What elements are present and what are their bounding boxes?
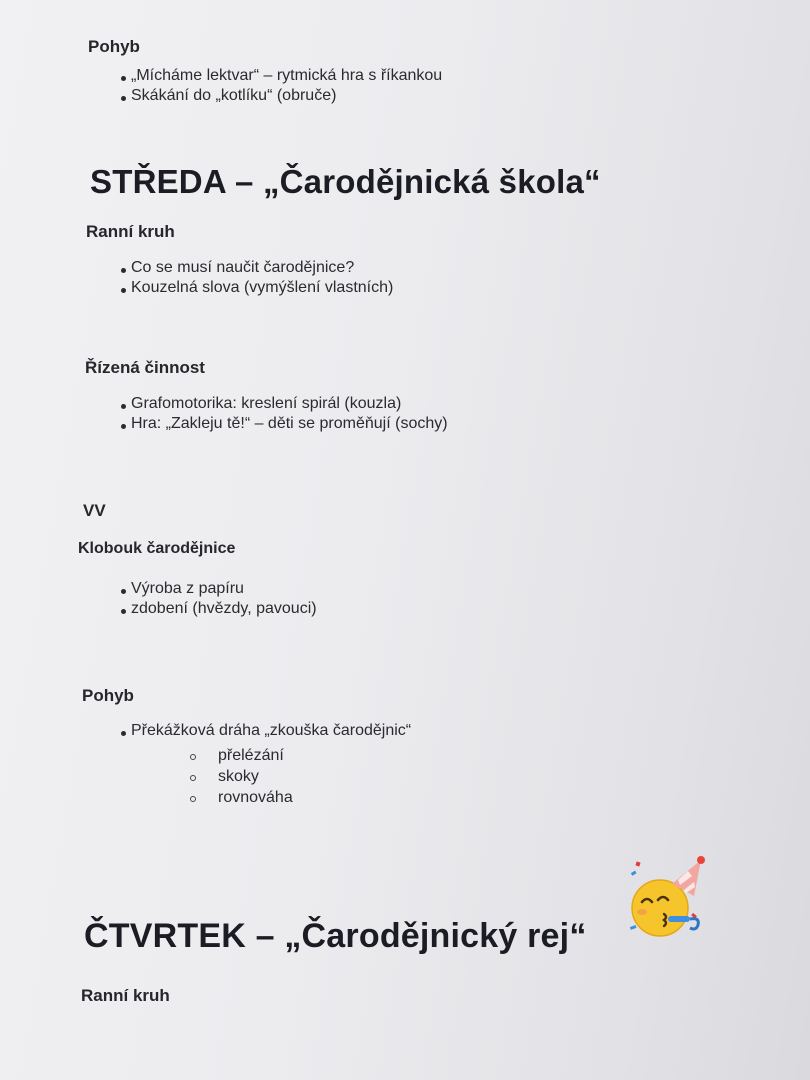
list-item: „Mícháme lektvar“ – rytmická hra s říkankou (121, 66, 442, 86)
section-heading-vv: VV (83, 501, 106, 520)
subheading-klobouk: Klobouk čarodějnice (78, 540, 236, 557)
section-heading-rizena-cinnost: Řízená činnost (85, 358, 205, 377)
sublist-item: skoky (190, 766, 293, 787)
section-heading-pohyb-top: Pohyb (88, 37, 140, 56)
list-item: Překážková dráha „zkouška čarodějnic“ (121, 721, 411, 741)
pohyb-top-list (121, 66, 442, 106)
list-item: Skákání do „kotlíku“ (obruče) (121, 86, 442, 106)
day-title-streda: STŘEDA – „Čarodějnická škola“ (90, 163, 601, 200)
sublist-item: přelézání (190, 745, 293, 766)
list-item: Hra: „Zakleju tě!“ – děti se proměňují (sochy) (121, 414, 448, 434)
party-face-icon (628, 854, 708, 944)
pohyb-list (121, 721, 411, 741)
vv-list (121, 579, 317, 619)
pohyb-sublist (190, 745, 293, 808)
list-item: Kouzelná slova (vymýšlení vlastních) (121, 278, 393, 298)
section-heading-pohyb: Pohyb (82, 686, 134, 705)
section-heading-ranni-kruh: Ranní kruh (86, 222, 175, 241)
section-heading-ranni-kruh-ctvrtek: Ranní kruh (81, 986, 170, 1005)
sublist-item: rovnováha (190, 787, 293, 808)
list-item: Výroba z papíru (121, 579, 317, 599)
list-item: Grafomotorika: kreslení spirál (kouzla) (121, 394, 448, 414)
rizena-cinnost-list (121, 394, 448, 434)
list-item: zdobení (hvězdy, pavouci) (121, 599, 317, 619)
list-item: Co se musí naučit čarodějnice? (121, 258, 393, 278)
day-title-ctvrtek: ČTVRTEK – „Čarodějnický rej“ (84, 917, 587, 955)
ranni-kruh-list (121, 258, 393, 298)
